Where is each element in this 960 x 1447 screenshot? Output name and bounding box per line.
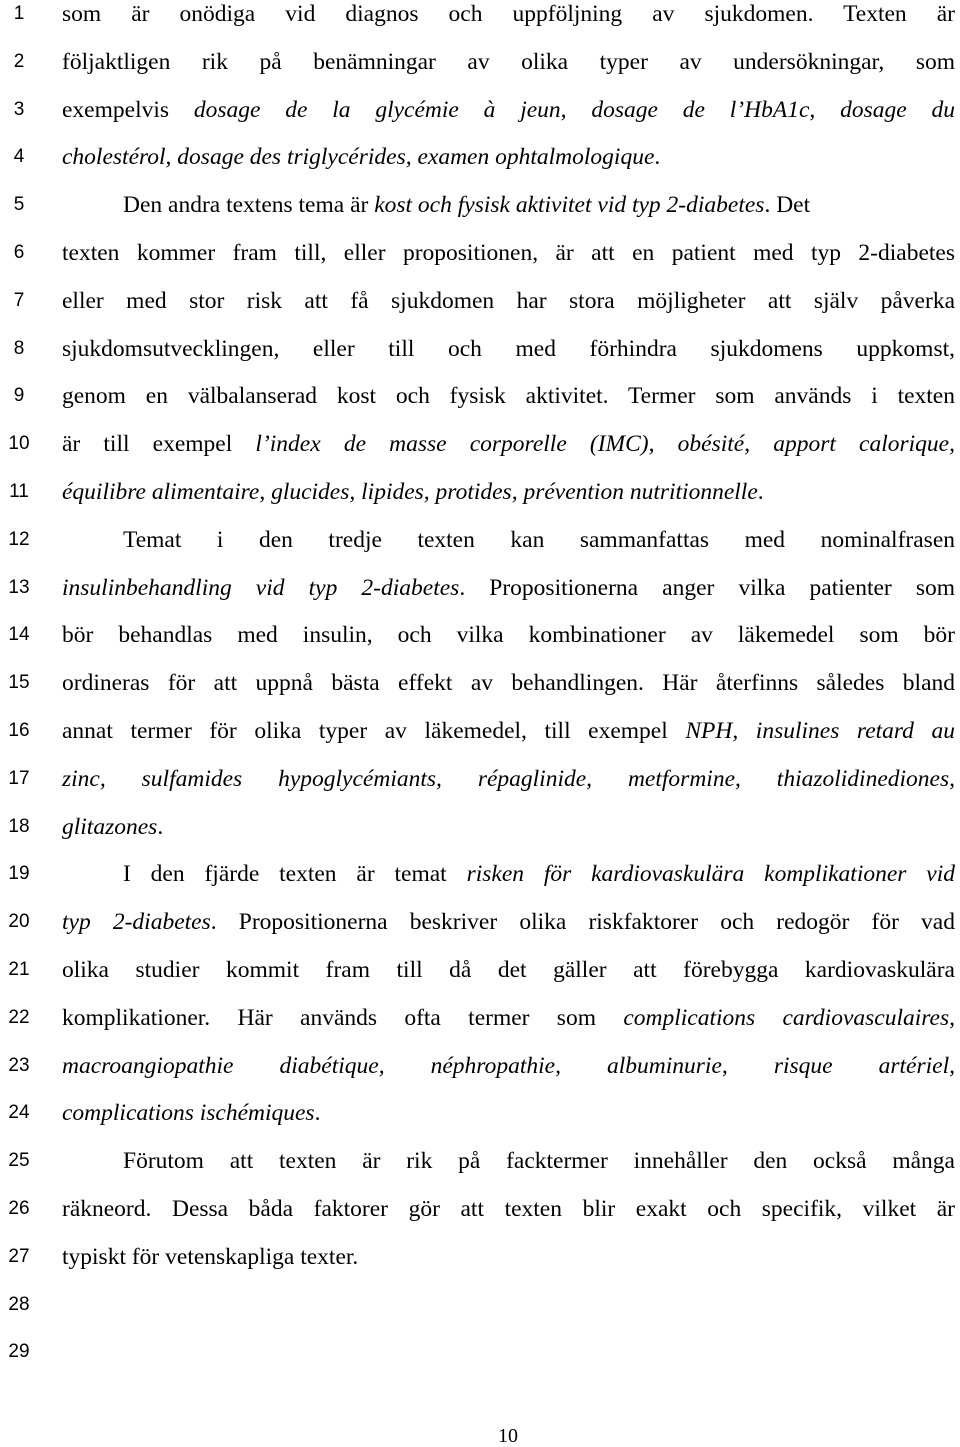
- text-segment: Temat i den tredje texten kan sammanfattas med nominalfrasen: [123, 526, 955, 553]
- italic-term: équilibre alimentaire, glucides, lipides, protides, prévention nutritionnelle: [62, 479, 758, 505]
- text-line: [62, 141, 955, 173]
- text-segment: Förutom att texten är rik på facktermer innehåller den också många: [123, 1148, 955, 1175]
- line-number: 21: [8, 959, 30, 980]
- text-segment: bör behandlas med insulin, och vilka kombinationer av läkemedel som bör: [62, 622, 955, 649]
- text-line: [62, 380, 955, 412]
- text-line: [62, 667, 955, 699]
- line-number: 23: [8, 1054, 30, 1076]
- line-number: 10: [8, 433, 30, 455]
- text-line: [62, 1050, 955, 1082]
- line-number: 20: [8, 911, 30, 933]
- line-number: 12: [8, 528, 30, 550]
- text-line: [123, 524, 955, 556]
- line-number: 17: [8, 767, 30, 789]
- line-number: 13: [8, 576, 30, 598]
- text-segment: . Propositionerna anger vilka patienter som: [459, 574, 956, 601]
- text-segment: .: [157, 813, 164, 840]
- text-segment: .: [757, 479, 764, 505]
- text-line: [62, 1097, 955, 1129]
- italic-term: typ 2-diabetes: [62, 909, 211, 936]
- text-line: [62, 285, 955, 317]
- text-line: [123, 1145, 955, 1177]
- text-segment: texten kommer fram till, eller propositionen, är att en patient med typ 2-diabetes: [62, 240, 955, 266]
- line-number: 6: [13, 242, 25, 263]
- text-segment: typiskt för vetenskapliga texter.: [62, 1243, 359, 1270]
- line-number: 1: [13, 3, 25, 24]
- text-line: [62, 619, 955, 651]
- line-number: 29: [8, 1341, 30, 1363]
- line-number: 14: [8, 624, 30, 646]
- text-line: [123, 858, 955, 890]
- line-number: 22: [8, 1006, 30, 1028]
- line-number: 5: [13, 194, 25, 216]
- italic-term: insulinbehandling vid typ 2-diabetes: [62, 574, 460, 601]
- text-segment: olika studier kommit fram till då det gäller att förebygga kardiovaskulära: [62, 957, 955, 983]
- italic-term: macroangiopathie diabétique, néphropathie, albuminurie, risque artériel,: [62, 1052, 955, 1079]
- italic-term: l’index de masse corporelle (IMC), obésité, apport calorique,: [255, 431, 955, 458]
- italic-term: complications cardiovasculaires,: [623, 1004, 955, 1031]
- text-segment: ordineras för att uppnå bästa effekt av behandlingen. Här återfinns således bland: [62, 670, 955, 697]
- line-number: 28: [8, 1293, 30, 1315]
- text-segment: . Det: [764, 192, 811, 219]
- text-line: [62, 333, 955, 365]
- italic-term: glitazones: [62, 813, 158, 840]
- line-number: 8: [13, 337, 25, 359]
- text-segment: . Propositionerna beskriver olika riskfaktorer och redogör för vad: [210, 909, 955, 936]
- text-line: [62, 428, 955, 460]
- italic-term: zinc, sulfamides hypoglycémiants, répaglinide, metformine, thiazolidinediones,: [62, 765, 955, 792]
- text-segment: räkneord. Dessa båda faktorer gör att texten blir exakt och specifik, vilket är: [62, 1196, 955, 1222]
- line-number: 25: [8, 1150, 30, 1172]
- text-segment: är till exempel: [62, 431, 256, 458]
- text-line: [62, 1002, 955, 1034]
- text-line: [62, 906, 955, 938]
- text-line: [62, 811, 955, 843]
- text-segment: I den fjärde texten är temat: [123, 861, 467, 888]
- line-number: 15: [8, 672, 30, 694]
- text-line: [62, 1193, 955, 1225]
- text-segment: exempelvis: [62, 96, 194, 123]
- text-line: [62, 476, 955, 508]
- text-segment: komplikationer. Här används ofta termer som: [62, 1004, 624, 1031]
- line-number: 26: [8, 1198, 30, 1219]
- line-number: 4: [13, 146, 25, 168]
- line-number: 11: [9, 481, 29, 502]
- text-line: [62, 94, 955, 126]
- text-segment: .: [654, 144, 661, 171]
- line-number: 18: [8, 815, 30, 837]
- line-number: 16: [8, 720, 30, 741]
- text-segment: annat termer för olika typer av läkemedel, till exempel: [62, 718, 686, 744]
- text-segment: som är onödiga vid diagnos och uppföljning av sjukdomen. Texten är: [62, 1, 955, 27]
- italic-term: cholestérol, dosage des triglycérides, examen ophtalmologique: [62, 144, 655, 171]
- text-segment: Den andra textens tema är: [123, 192, 375, 219]
- italic-term: kost och fysisk aktivitet vid typ 2-diabetes: [374, 192, 765, 219]
- text-line: [62, 954, 955, 986]
- text-line: [62, 572, 955, 604]
- line-number: 19: [8, 863, 30, 885]
- text-segment: genom en välbalanserad kost och fysisk aktivitet. Termer som används i texten: [62, 383, 955, 410]
- text-segment: eller med stor risk att få sjukdomen har stora möjligheter att själv påverka: [62, 287, 955, 314]
- text-line: [62, 715, 955, 747]
- page-number: 10: [498, 1425, 518, 1447]
- line-number: 9: [13, 385, 25, 407]
- italic-term: risken för kardiovaskulära komplikationer vid: [466, 861, 955, 888]
- italic-term: complications ischémiques: [62, 1100, 315, 1127]
- italic-term: dosage de la glycémie à jeun, dosage de l’HbA1c, dosage du: [193, 96, 955, 123]
- text-segment: sjukdomsutvecklingen, eller till och med förhindra sjukdomens uppkomst,: [62, 335, 955, 362]
- line-number: 3: [13, 98, 25, 120]
- line-number: 7: [13, 289, 25, 311]
- text-line: [62, 46, 955, 78]
- text-segment: .: [314, 1100, 321, 1127]
- text-line: [123, 189, 955, 221]
- line-number: 24: [8, 1102, 30, 1124]
- italic-term: NPH, insulines retard au: [685, 718, 955, 744]
- text-segment: följaktligen rik på benämningar av olika typer av undersökningar, som: [62, 48, 955, 75]
- line-number: 2: [13, 50, 25, 72]
- line-number: 27: [8, 1245, 30, 1267]
- text-line: [62, 237, 955, 269]
- text-line: [62, 0, 955, 30]
- text-line: [62, 1241, 955, 1273]
- text-line: [62, 763, 955, 795]
